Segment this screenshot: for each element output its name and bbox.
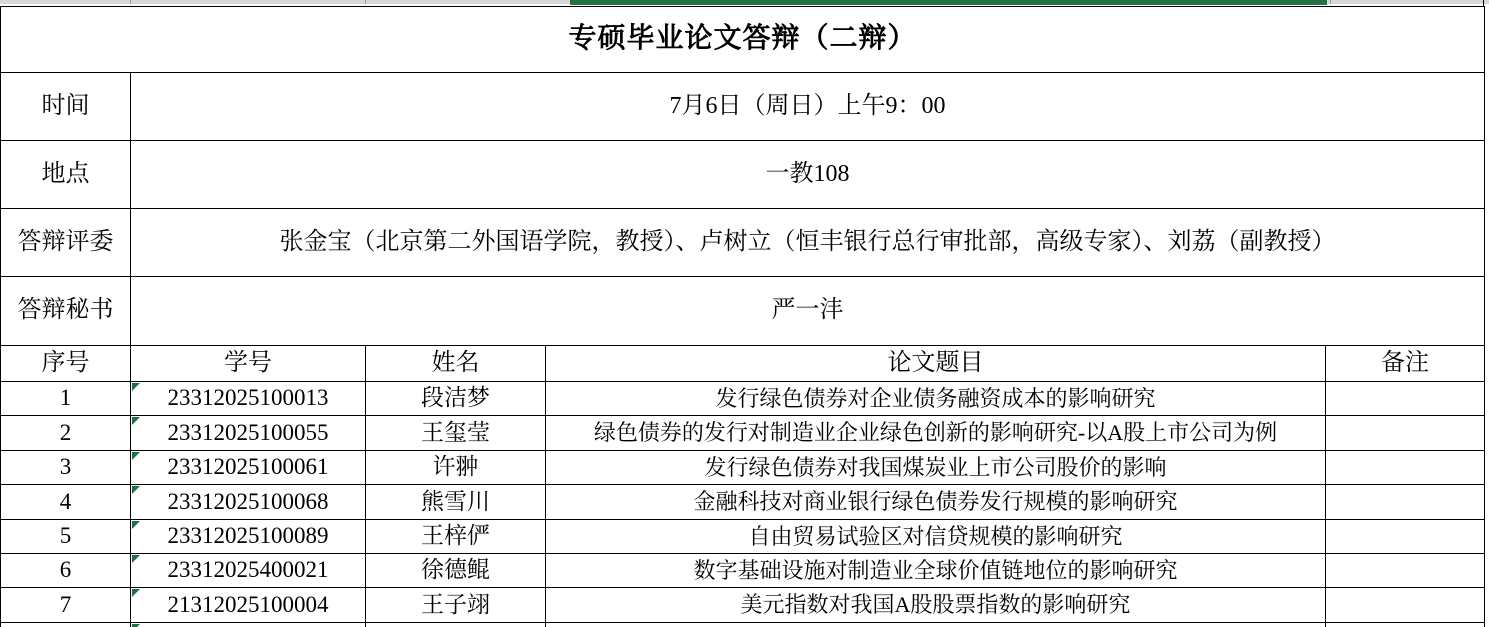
student-id-text: 23312025100068 bbox=[167, 488, 329, 514]
info-row-time bbox=[1, 73, 1485, 141]
column-header-remark[interactable]: 备注 bbox=[1326, 346, 1485, 382]
info-row-secretary bbox=[1, 277, 1485, 346]
remark-cell[interactable] bbox=[1326, 382, 1485, 416]
student-id-cell[interactable] bbox=[131, 520, 366, 554]
number-stored-as-text-indicator bbox=[132, 555, 140, 563]
remark-cell[interactable] bbox=[1326, 451, 1485, 485]
gridline-tick bbox=[130, 0, 131, 4]
time-label-cell[interactable]: 时间 bbox=[1, 73, 131, 141]
student-id-text: 23312025100089 bbox=[167, 523, 329, 549]
student-id-text: 23312025100061 bbox=[167, 454, 329, 480]
thesis-title-cell[interactable]: 发行绿色债券对我国煤炭业上市公司股价的影响 bbox=[546, 451, 1326, 485]
table-row bbox=[1, 520, 1485, 554]
student-id-cell[interactable] bbox=[131, 416, 366, 450]
name-cell[interactable]: 许翀 bbox=[366, 451, 546, 485]
name-cell[interactable]: 徐德鲲 bbox=[366, 554, 546, 588]
name-cell[interactable] bbox=[366, 623, 546, 627]
committee-label-cell[interactable]: 答辩评委 bbox=[1, 209, 131, 277]
no-cell[interactable] bbox=[1, 623, 131, 627]
table-row bbox=[1, 451, 1485, 485]
remark-cell[interactable] bbox=[1326, 520, 1485, 554]
table-row-partial bbox=[1, 623, 1485, 627]
no-cell[interactable]: 5 bbox=[1, 520, 131, 554]
student-id-text: 23312025100055 bbox=[167, 419, 329, 445]
thesis-title-cell[interactable] bbox=[546, 623, 1326, 627]
student-id-cell[interactable] bbox=[131, 623, 366, 627]
table-row bbox=[1, 416, 1485, 450]
selection-border-bar bbox=[570, 0, 1327, 5]
student-id-cell[interactable] bbox=[131, 554, 366, 588]
column-header-no[interactable]: 序号 bbox=[1, 346, 131, 382]
number-stored-as-text-indicator bbox=[132, 383, 140, 391]
student-id-text: 23312025100013 bbox=[167, 385, 329, 411]
gridline-tick bbox=[1330, 0, 1331, 4]
thesis-title-cell[interactable]: 绿色债券的发行对制造业企业绿色创新的影响研究-以A股上市公司为例 bbox=[546, 416, 1326, 450]
no-cell[interactable]: 6 bbox=[1, 554, 131, 588]
page-title[interactable]: 专硕毕业论文答辩（二辩） bbox=[1, 7, 1485, 73]
defense-schedule-table bbox=[0, 6, 1485, 627]
table-header-row bbox=[1, 346, 1485, 382]
remark-cell[interactable] bbox=[1326, 588, 1485, 622]
student-id-cell[interactable] bbox=[131, 485, 366, 519]
remark-cell[interactable] bbox=[1326, 416, 1485, 450]
thesis-title-cell[interactable]: 美元指数对我国A股股票指数的影响研究 bbox=[546, 588, 1326, 622]
column-header-name[interactable]: 姓名 bbox=[366, 346, 546, 382]
name-cell[interactable]: 段洁梦 bbox=[366, 382, 546, 416]
table-row bbox=[1, 588, 1485, 622]
student-id-text: 21312025100004 bbox=[167, 591, 329, 617]
number-stored-as-text-indicator bbox=[132, 452, 140, 460]
no-cell[interactable]: 4 bbox=[1, 485, 131, 519]
secretary-label-cell[interactable]: 答辩秘书 bbox=[1, 277, 131, 346]
name-cell[interactable]: 熊雪川 bbox=[366, 485, 546, 519]
student-id-cell[interactable] bbox=[131, 382, 366, 416]
place-value-cell[interactable]: 一教108 bbox=[131, 141, 1485, 209]
committee-value-cell[interactable]: 张金宝（北京第二外国语学院，教授）、卢树立（恒丰银行总行审批部，高级专家）、刘荔（副教授） bbox=[131, 209, 1485, 277]
number-stored-as-text-indicator bbox=[132, 589, 140, 597]
table-row bbox=[1, 554, 1485, 588]
name-cell[interactable]: 王子翊 bbox=[366, 588, 546, 622]
gridline-tick bbox=[365, 0, 366, 4]
column-header-student-id[interactable]: 学号 bbox=[131, 346, 366, 382]
no-cell[interactable]: 2 bbox=[1, 416, 131, 450]
remark-cell[interactable] bbox=[1326, 623, 1485, 627]
remark-cell[interactable] bbox=[1326, 554, 1485, 588]
info-row-place bbox=[1, 141, 1485, 209]
student-id-text: 23312025400021 bbox=[167, 557, 329, 583]
number-stored-as-text-indicator bbox=[132, 486, 140, 494]
thesis-title-cell[interactable]: 金融科技对商业银行绿色债券发行规模的影响研究 bbox=[546, 485, 1326, 519]
no-cell[interactable]: 3 bbox=[1, 451, 131, 485]
number-stored-as-text-indicator bbox=[132, 417, 140, 425]
table-row bbox=[1, 485, 1485, 519]
student-id-cell[interactable] bbox=[131, 451, 366, 485]
name-cell[interactable]: 王玺莹 bbox=[366, 416, 546, 450]
time-value-cell[interactable]: 7月6日（周日）上午9：00 bbox=[131, 73, 1485, 141]
column-header-thesis-title[interactable]: 论文题目 bbox=[546, 346, 1326, 382]
table-row bbox=[1, 382, 1485, 416]
info-row-committee bbox=[1, 209, 1485, 277]
thesis-title-cell[interactable]: 发行绿色债券对企业债务融资成本的影响研究 bbox=[546, 382, 1326, 416]
name-cell[interactable]: 王梓俨 bbox=[366, 520, 546, 554]
remark-cell[interactable] bbox=[1326, 485, 1485, 519]
student-id-cell[interactable] bbox=[131, 588, 366, 622]
secretary-value-cell[interactable]: 严一沣 bbox=[131, 277, 1485, 346]
thesis-title-cell[interactable]: 自由贸易试验区对信贷规模的影响研究 bbox=[546, 520, 1326, 554]
thesis-title-cell[interactable]: 数字基础设施对制造业全球价值链地位的影响研究 bbox=[546, 554, 1326, 588]
no-cell[interactable]: 1 bbox=[1, 382, 131, 416]
place-label-cell[interactable]: 地点 bbox=[1, 141, 131, 209]
table-title-row bbox=[1, 7, 1485, 73]
number-stored-as-text-indicator bbox=[132, 521, 140, 529]
no-cell[interactable]: 7 bbox=[1, 588, 131, 622]
